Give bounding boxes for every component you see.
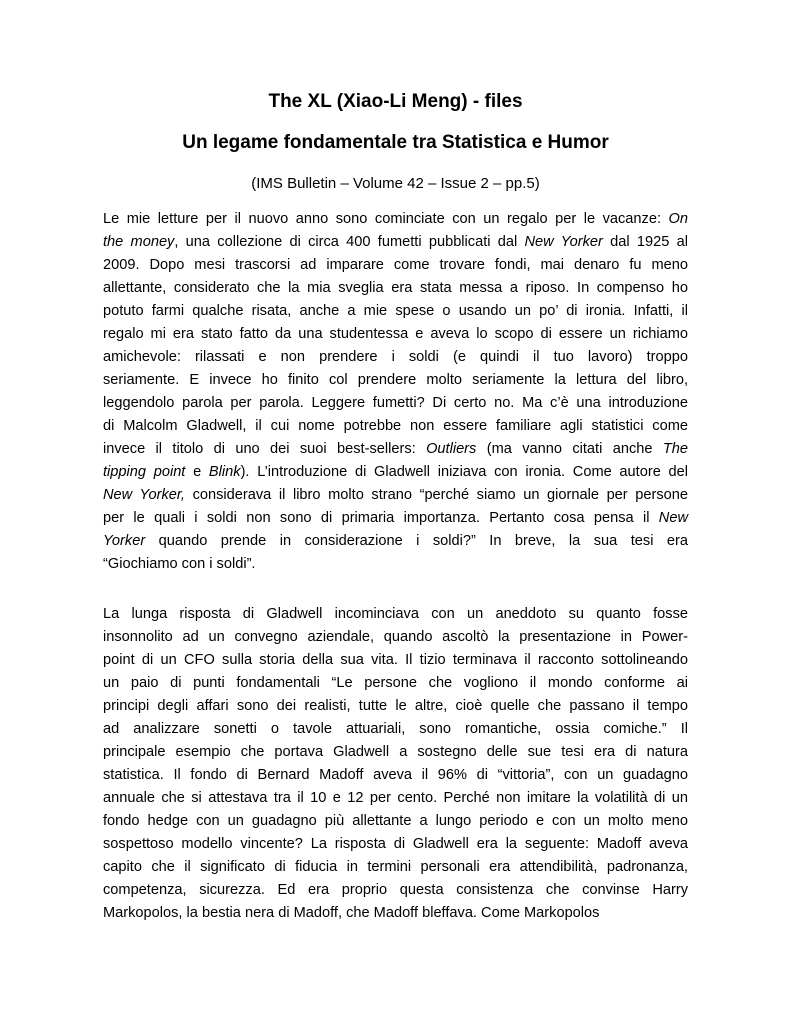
text-run: annuale che si attestava tra il 10 e 12 per cento. Perché non imitare la volatilità di un (103, 790, 688, 806)
text-line (103, 369, 688, 392)
paragraph (103, 603, 688, 925)
italic-text: New Yorker, (103, 487, 185, 503)
text-line (103, 603, 688, 626)
text-run: e (185, 464, 209, 480)
text-line (103, 672, 688, 695)
italic-text: the money (103, 234, 175, 250)
text-line (103, 438, 688, 461)
text-line (103, 415, 688, 438)
text-run: Le mie letture per il nuovo anno sono cominciate con un regalo per le vacanze: (103, 211, 669, 227)
text-run: seriamente. E invece ho finito col prendere molto seriamente la lettura del libro, (103, 372, 688, 388)
text-run: ad analizzare sonetti o tavole attuariali, sono romantiche, ossia comiche.” Il (103, 721, 688, 737)
text-run: insonnolito ad un convegno aziendale, quando ascoltò la presentazione in Power- (103, 629, 688, 645)
text-line (103, 626, 688, 649)
italic-text: On (668, 211, 688, 227)
text-line (103, 254, 688, 277)
text-run: “Giochiamo con i soldi”. (103, 556, 256, 572)
text-run: considerava il libro molto strano “perché siamo un giornale per persone (184, 487, 688, 503)
text-run: fondo hedge con un guadagno più allettante a lungo periodo e con un molto meno (103, 813, 688, 829)
text-line (103, 718, 688, 741)
text-run: ). L’introduzione di Gladwell iniziava con ironia. Come autore del (240, 464, 688, 480)
text-line (103, 461, 688, 484)
text-line (103, 231, 688, 254)
text-line (103, 346, 688, 369)
text-run: competenza, sicurezza. Ed era proprio questa consistenza che convinse Harry (103, 882, 688, 898)
text-run: amichevole: rilassati e non prendere i soldi (e quindi il tuo lavoro) troppo (103, 349, 688, 365)
text-line (103, 507, 688, 530)
text-run: un paio di punti fondamentali “Le persone che vogliono il mondo conforme ai (103, 675, 688, 691)
italic-text: The (662, 441, 688, 457)
text-line (103, 787, 688, 810)
text-line (103, 277, 688, 300)
text-run: principale esempio che portava Gladwell a sostegno delle sue tesi era di natura (103, 744, 688, 760)
text-run: Markopolos, la bestia nera di Madoff, che Madoff bleffava. Come Markopolos (103, 905, 600, 921)
document-title: The XL (Xiao-Li Meng) - files (268, 91, 523, 112)
text-run: principi degli affari sono dei realisti, tutte le altre, cioè quelle che passano il tempo (103, 698, 688, 714)
text-run: (ma vanno citati anche (476, 441, 663, 457)
text-run: statistica. Il fondo di Bernard Madoff aveva il 96% di “vittoria”, con un guadagno (103, 767, 688, 783)
text-run: quando prende in considerazione i soldi?” In breve, la sua tesi era (145, 533, 688, 549)
text-run: regalo mi era stato fatto da una studentessa e aveva lo scopo di essere un richiamo (103, 326, 688, 342)
text-run: leggendolo parola per parola. Leggere fumetti? Di certo no. Ma c’è una introduzione (103, 395, 688, 411)
text-line (103, 856, 688, 879)
paragraph (103, 208, 688, 576)
text-run: capito che il significato di fiducia in termini personali era attendibilità, padronanza, (103, 859, 688, 875)
text-run: per le quali i soldi non sono di primaria importanza. Pertanto cosa pensa il (103, 510, 659, 526)
text-line (103, 484, 688, 507)
text-line (103, 879, 688, 902)
text-line (103, 392, 688, 415)
text-run: La lunga risposta di Gladwell incominciava con un aneddoto su quanto fosse (103, 606, 688, 622)
text-line (103, 323, 688, 346)
text-line (103, 300, 688, 323)
italic-text: New Yorker (524, 234, 603, 250)
text-line (103, 764, 688, 787)
document-heading: Un legame fondamentale tra Statistica e Humor (182, 132, 609, 153)
text-run: , una collezione di circa 400 fumetti pubblicati dal (174, 234, 525, 250)
italic-text: Blink (208, 464, 241, 480)
italic-text: tipping point (103, 464, 186, 480)
text-run: invece il titolo di uno dei suoi best-sellers: (103, 441, 427, 457)
text-line (103, 695, 688, 718)
text-line (103, 741, 688, 764)
citation: (IMS Bulletin – Volume 42 – Issue 2 – pp.5) (251, 175, 540, 192)
text-run: 2009. Dopo mesi trascorsi ad imparare come trovare fondi, mai denaro fu meno (103, 257, 688, 273)
text-run: di Malcolm Gladwell, il cui nome potrebbe non essere familiare agli statistici come (103, 418, 688, 434)
text-run: point di un CFO sulla storia della sua vita. Il tizio terminava il racconto sottolineando (103, 652, 688, 668)
text-run: sospettoso modello vincente? La risposta di Gladwell era la seguente: Madoff aveva (103, 836, 688, 852)
text-line (103, 902, 688, 925)
text-run: dal 1925 al (602, 234, 688, 250)
text-line (103, 833, 688, 856)
italic-text: Yorker (103, 533, 146, 549)
text-line (103, 208, 688, 231)
text-line (103, 810, 688, 833)
text-run: potuto farmi qualche risata, anche a mie spese o usando un po’ di ironia. Infatti, il (103, 303, 688, 319)
text-line (103, 530, 688, 553)
italic-text: New (658, 510, 688, 526)
text-line (103, 553, 688, 576)
text-line (103, 649, 688, 672)
text-run: allettante, considerato che la mia sveglia era stata messa a riposo. In compenso ho (103, 280, 688, 296)
italic-text: Outliers (426, 441, 477, 457)
